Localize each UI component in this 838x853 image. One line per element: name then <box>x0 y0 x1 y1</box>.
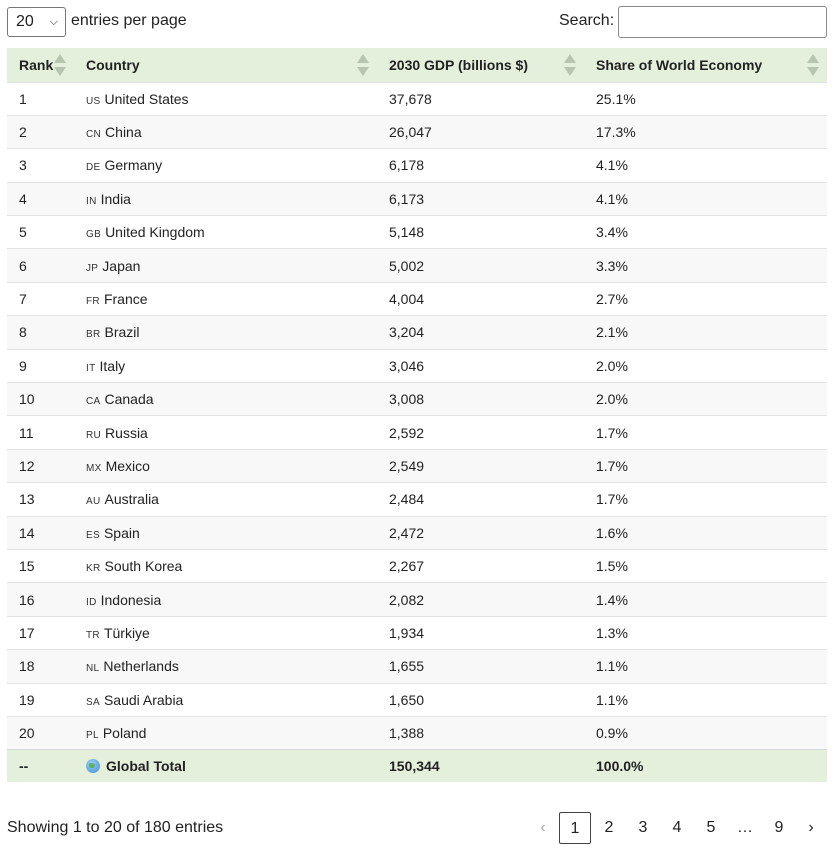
rank-cell: 4 <box>19 190 27 207</box>
rank-cell: 17 <box>19 624 35 641</box>
country-cell <box>74 683 377 716</box>
column-header-label: Share of World Economy <box>596 56 763 73</box>
share-cell: 3.3% <box>596 257 628 274</box>
country-code: US <box>86 95 101 107</box>
country-code: BR <box>86 329 101 341</box>
share-cell: 1.7% <box>596 491 628 508</box>
pagination-ellipsis: … <box>737 819 753 836</box>
country-code: NL <box>86 663 100 675</box>
page-button[interactable]: 9 <box>774 819 784 836</box>
rank-cell: 9 <box>19 357 27 374</box>
country-code: CA <box>86 396 101 408</box>
rank-cell: 6 <box>19 257 27 274</box>
share-cell: 1.7% <box>596 457 628 474</box>
rank-cell: 10 <box>19 391 35 408</box>
rank-cell: 3 <box>19 157 27 174</box>
rank-cell: 2 <box>19 124 27 141</box>
share-cell: 0.9% <box>596 725 628 742</box>
share-cell: 1.1% <box>596 691 628 708</box>
table-row <box>7 149 827 182</box>
gdp-cell: 1,388 <box>389 725 425 742</box>
share-cell: 4.1% <box>596 190 628 207</box>
rank-cell: 16 <box>19 591 35 608</box>
country-cell <box>74 316 377 349</box>
column-header-rank[interactable] <box>7 48 74 82</box>
share-cell: 1.1% <box>596 658 628 675</box>
country-code: IN <box>86 195 97 207</box>
gdp-cell: 5,002 <box>389 257 425 274</box>
country-name: Mexico <box>105 457 150 474</box>
page-button[interactable]: 1 <box>559 812 591 844</box>
table-row <box>7 616 827 649</box>
gdp-cell: 26,047 <box>389 124 432 141</box>
gdp-cell: 2,472 <box>389 524 425 541</box>
gdp-cell: 2,592 <box>389 424 425 441</box>
next-page-button[interactable]: › <box>808 819 814 836</box>
country-code: JP <box>86 262 99 274</box>
globe-icon <box>86 759 100 773</box>
table-row <box>7 316 827 349</box>
gdp-cell: 6,173 <box>389 190 425 207</box>
rank-cell: 13 <box>19 491 35 508</box>
rank-cell: 11 <box>19 424 34 441</box>
share-cell: 4.1% <box>596 157 628 174</box>
page-button[interactable]: 5 <box>706 819 716 836</box>
total-share: 100.0% <box>596 758 644 775</box>
gdp-cell: 5,148 <box>389 224 425 241</box>
country-cell <box>74 282 377 315</box>
country-code: ES <box>86 529 100 541</box>
country-name: Australia <box>104 491 159 508</box>
country-cell <box>74 449 377 482</box>
country-name: China <box>105 124 142 141</box>
column-header-label: 2030 GDP (billions $) <box>389 56 529 73</box>
country-name: Netherlands <box>103 658 179 675</box>
table-row <box>7 349 827 382</box>
country-cell <box>74 483 377 516</box>
sort-icon <box>564 54 576 76</box>
share-cell: 3.4% <box>596 224 628 241</box>
country-cell <box>74 383 377 416</box>
country-code: DE <box>86 162 101 174</box>
entries-per-page-value: 20 <box>16 13 34 30</box>
rank-cell: 20 <box>19 725 35 742</box>
country-name: United Kingdom <box>105 224 205 241</box>
chevron-down-icon: ⌵ <box>49 16 58 28</box>
country-name: Saudi Arabia <box>103 691 184 708</box>
table-row <box>7 650 827 683</box>
share-cell: 2.0% <box>596 357 628 374</box>
country-cell <box>74 549 377 582</box>
country-cell <box>74 349 377 382</box>
table-row <box>7 416 827 449</box>
country-name: Japan <box>102 257 141 274</box>
gdp-table <box>7 48 827 782</box>
table-row <box>7 716 827 749</box>
share-cell: 1.3% <box>596 624 628 641</box>
column-header-country[interactable] <box>74 48 377 82</box>
gdp-cell: 4,004 <box>389 291 425 308</box>
rank-cell: 5 <box>19 224 27 241</box>
gdp-cell: 1,655 <box>389 658 425 675</box>
table-row <box>7 115 827 148</box>
column-header-label: Rank <box>19 56 54 73</box>
country-code: GB <box>86 229 102 241</box>
sort-icon <box>54 54 66 76</box>
total-gdp: 150,344 <box>389 758 440 775</box>
rank-cell: 1 <box>19 90 27 107</box>
page-button[interactable]: 4 <box>672 819 682 836</box>
table-row <box>7 549 827 582</box>
gdp-cell: 2,484 <box>389 491 425 508</box>
country-name: United States <box>104 90 189 107</box>
pagination <box>528 812 826 844</box>
gdp-cell: 2,267 <box>389 558 425 575</box>
gdp-cell: 1,934 <box>389 624 425 641</box>
gdp-cell: 37,678 <box>389 90 432 107</box>
page-button[interactable]: 2 <box>604 819 614 836</box>
country-cell <box>74 516 377 549</box>
table-header-row <box>7 48 827 82</box>
table-row <box>7 449 827 482</box>
previous-page-button[interactable]: ‹ <box>540 819 546 836</box>
total-country-cell <box>74 750 377 782</box>
country-name: Germany <box>104 157 163 174</box>
total-row <box>7 750 827 782</box>
country-cell <box>74 616 377 649</box>
country-code: FR <box>86 296 100 308</box>
rank-cell: 12 <box>19 457 35 474</box>
country-name: France <box>103 291 148 308</box>
share-cell: 1.4% <box>596 591 628 608</box>
rank-cell: 15 <box>19 558 35 575</box>
country-name: Italy <box>99 357 126 374</box>
share-cell: 1.5% <box>596 558 628 575</box>
entries-per-page-select[interactable] <box>7 7 66 37</box>
rank-cell: 7 <box>19 291 27 308</box>
country-cell <box>74 249 377 282</box>
share-cell: 2.0% <box>596 391 628 408</box>
country-code: ID <box>86 596 97 608</box>
sort-icon <box>357 54 369 76</box>
table-row <box>7 683 827 716</box>
share-cell: 2.1% <box>596 324 628 341</box>
country-name: Indonesia <box>100 591 162 608</box>
country-cell <box>74 182 377 215</box>
country-code: RU <box>86 429 102 441</box>
table-row <box>7 216 827 249</box>
page-button[interactable]: 3 <box>638 819 648 836</box>
rank-cell: 14 <box>19 524 35 541</box>
rank-cell: 19 <box>19 691 35 708</box>
total-rank: -- <box>19 758 29 775</box>
table-row <box>7 282 827 315</box>
country-code: CN <box>86 129 102 141</box>
gdp-cell: 3,008 <box>389 391 425 408</box>
share-cell: 25.1% <box>596 90 636 107</box>
table-row <box>7 182 827 215</box>
gdp-cell: 2,082 <box>389 591 425 608</box>
country-code: TR <box>86 629 100 641</box>
gdp-cell: 1,650 <box>389 691 425 708</box>
country-code: PL <box>86 730 99 742</box>
table-controls <box>0 0 838 44</box>
gdp-cell: 3,204 <box>389 324 425 341</box>
rank-cell: 18 <box>19 658 35 675</box>
country-cell <box>74 216 377 249</box>
country-name: Brazil <box>104 324 140 341</box>
table-row <box>7 583 827 616</box>
country-cell <box>74 82 377 115</box>
country-code: SA <box>86 696 100 708</box>
total-country: Global Total <box>106 758 186 775</box>
entries-per-page-label: entries per page <box>71 12 187 29</box>
country-name: India <box>100 190 131 207</box>
country-cell <box>74 149 377 182</box>
column-header-label: Country <box>86 56 140 73</box>
gdp-cell: 6,178 <box>389 157 425 174</box>
country-cell <box>74 716 377 749</box>
search-label: Search: <box>559 12 615 29</box>
country-cell <box>74 583 377 616</box>
column-header-gdp[interactable] <box>377 48 584 82</box>
country-name: Canada <box>104 391 154 408</box>
sort-icon <box>807 54 819 76</box>
country-code: AU <box>86 496 101 508</box>
country-name: Türkiye <box>103 624 150 641</box>
search-input[interactable] <box>618 6 827 38</box>
gdp-cell: 2,549 <box>389 457 425 474</box>
rank-cell: 8 <box>19 324 27 341</box>
country-code: KR <box>86 563 101 575</box>
column-header-share[interactable] <box>584 48 827 82</box>
country-cell <box>74 650 377 683</box>
country-cell <box>74 416 377 449</box>
country-name: South Korea <box>104 558 183 575</box>
table-row <box>7 483 827 516</box>
country-name: Spain <box>103 524 140 541</box>
share-cell: 1.6% <box>596 524 628 541</box>
share-cell: 17.3% <box>596 124 636 141</box>
gdp-cell: 3,046 <box>389 357 425 374</box>
table-row <box>7 516 827 549</box>
country-code: MX <box>86 462 102 474</box>
share-cell: 1.7% <box>596 424 628 441</box>
table-info: Showing 1 to 20 of 180 entries <box>7 819 224 836</box>
country-name: Russia <box>105 424 148 441</box>
share-cell: 2.7% <box>596 291 628 308</box>
table-row <box>7 383 827 416</box>
country-cell <box>74 115 377 148</box>
country-name: Poland <box>102 725 147 742</box>
country-code: IT <box>86 362 96 374</box>
table-row <box>7 82 827 115</box>
table-row <box>7 249 827 282</box>
